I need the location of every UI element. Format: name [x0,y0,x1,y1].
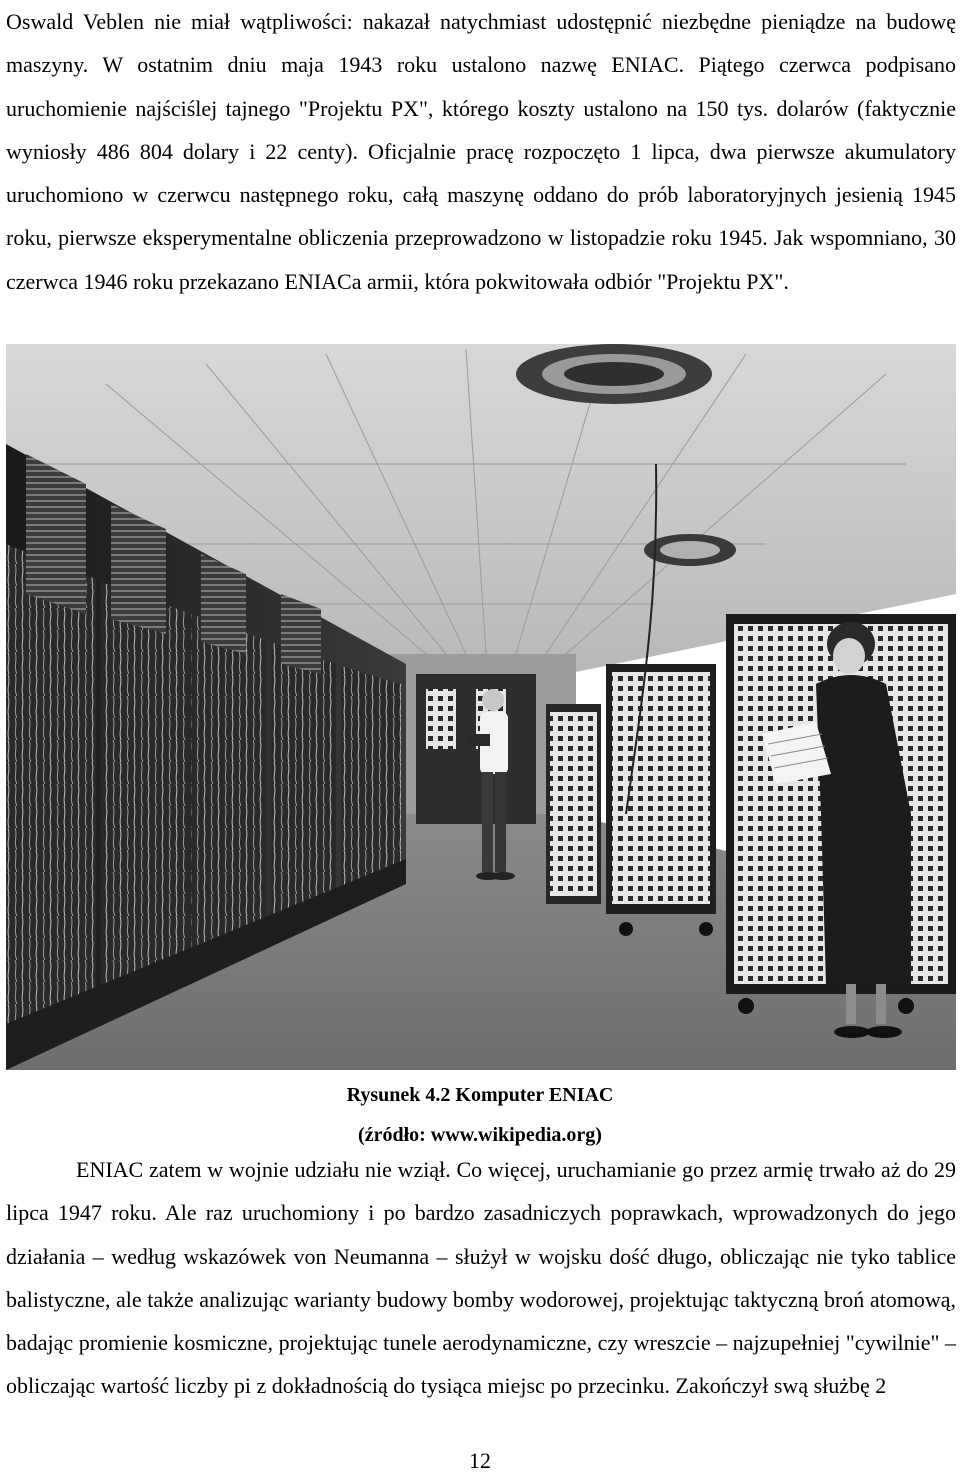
eniac-photo [6,344,956,1070]
figure-caption: Rysunek 4.2 Komputer ENIAC [346,1084,614,1106]
figure-source: (źródło: www.wikipedia.org) [358,1124,602,1146]
body-paragraph-1: Oswald Veblen nie miał wątpliwości: nakazał natychmiast udostępnić niezbędne pieniądze na budowę maszyny. W ostatnim dniu maja 1943 roku ustalono nazwę ENIAC. Piątego czerwca podpisano uruchomienie najściślej tajnego "Projektu PX", którego koszty ustalono na 150 tys. dolarów (faktycznie wyniosły 486 804 dolary i 22 centy). Oficjalnie pracę rozpoczęto 1 lipca, dwa pierwsze akumulatory uruchomiono w czerwcu następnego roku, całą maszynę oddano do prób laboratoryjnych jesienią 1945 roku, pierwsze eksperymentalne obliczenia przeprowadzono w listopadzie roku 1945. Jak wspomniano, 30 czerwca 1946 roku przekazano ENIACa armii, która pokwitowała odbiór "Projektu PX". [6,9,956,294]
body-paragraph-2: ENIAC zatem w wojnie udziału nie wziął. Co więcej, uruchamianie go przez armię trwało aż do 29 lipca 1947 roku. Ale raz uruchomiony i po bardzo zasadniczych poprawkach, wprowadzonych do jego działania – według wskazówek von Neumanna – służył w wojsku dość długo, obliczając nie tyko tablice balistyczne, ale także analizując warianty budowy bomby wodorowej, projektując taktyczną broń atomową, badając promienie kosmiczne, projektując tunele aerodynamiczne, czy wreszcie – najzupełniej "cywilnie" – obliczając wartość liczby pi z dokładnością do tysiąca miejsc po przecinku. Zakończył swą służbę 2 [6,1157,956,1399]
page-number: 12 [469,1448,491,1473]
